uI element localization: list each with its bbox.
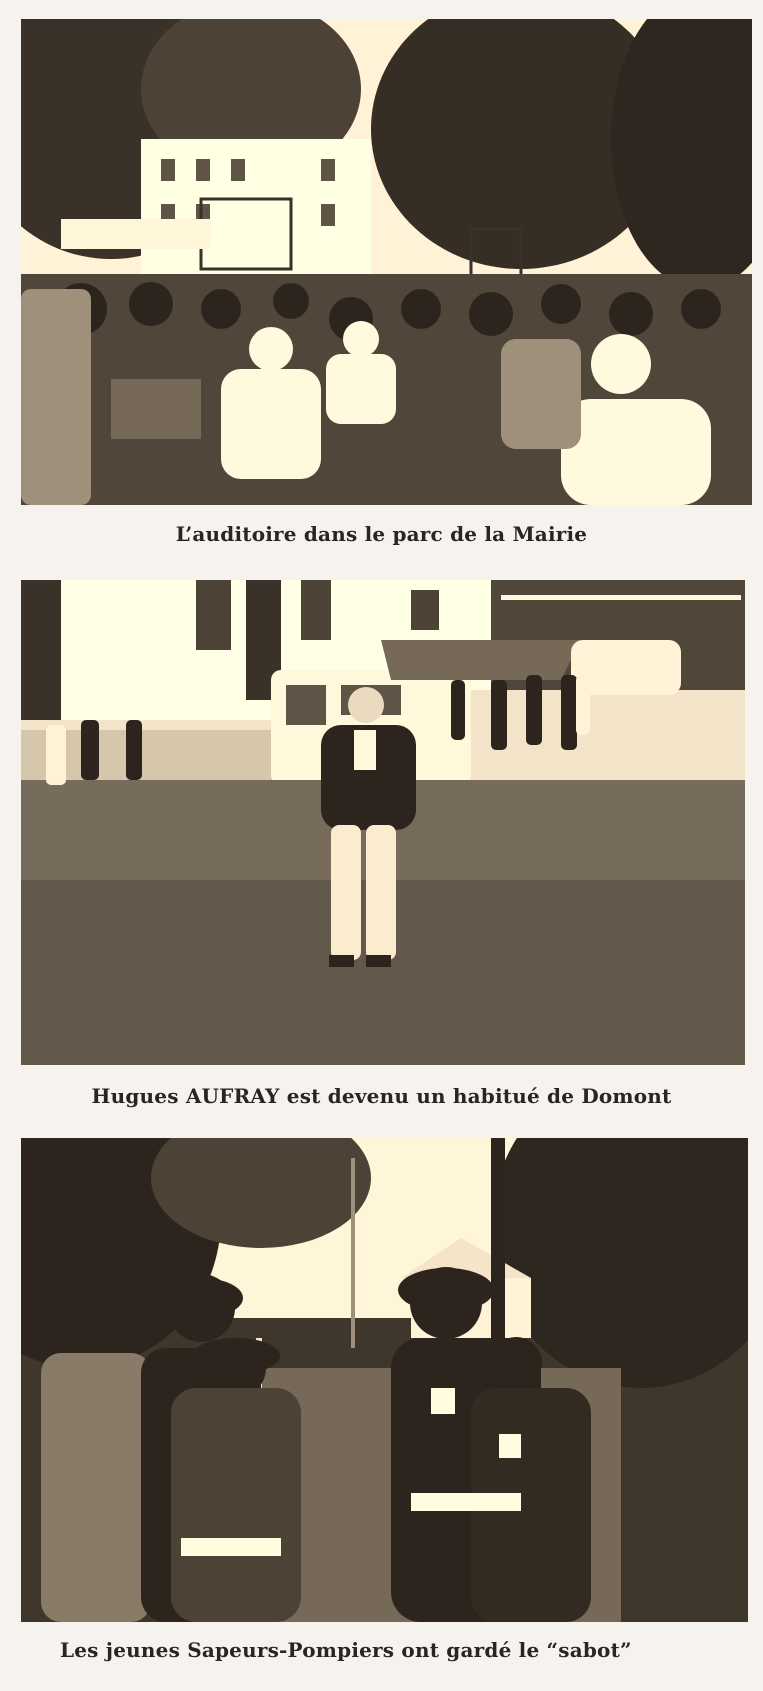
photo-audience-in-park (21, 19, 752, 505)
photo-man-walking-graphic (21, 580, 745, 1065)
photo-firefighters-graphic (21, 1138, 748, 1622)
caption-audience: L’auditoire dans le parc de la Mairie (175, 522, 588, 546)
caption-sapeurs-pompiers: Les jeunes Sapeurs-Pompiers ont gardé le “sabot” (60, 1638, 632, 1662)
photo-young-firefighters (21, 1138, 748, 1622)
photo-man-walking (21, 580, 745, 1065)
photo-audience-graphic (21, 19, 752, 505)
caption-hugues-aufray: Hugues AUFRAY est devenu un habitué de Domont (91, 1084, 672, 1108)
